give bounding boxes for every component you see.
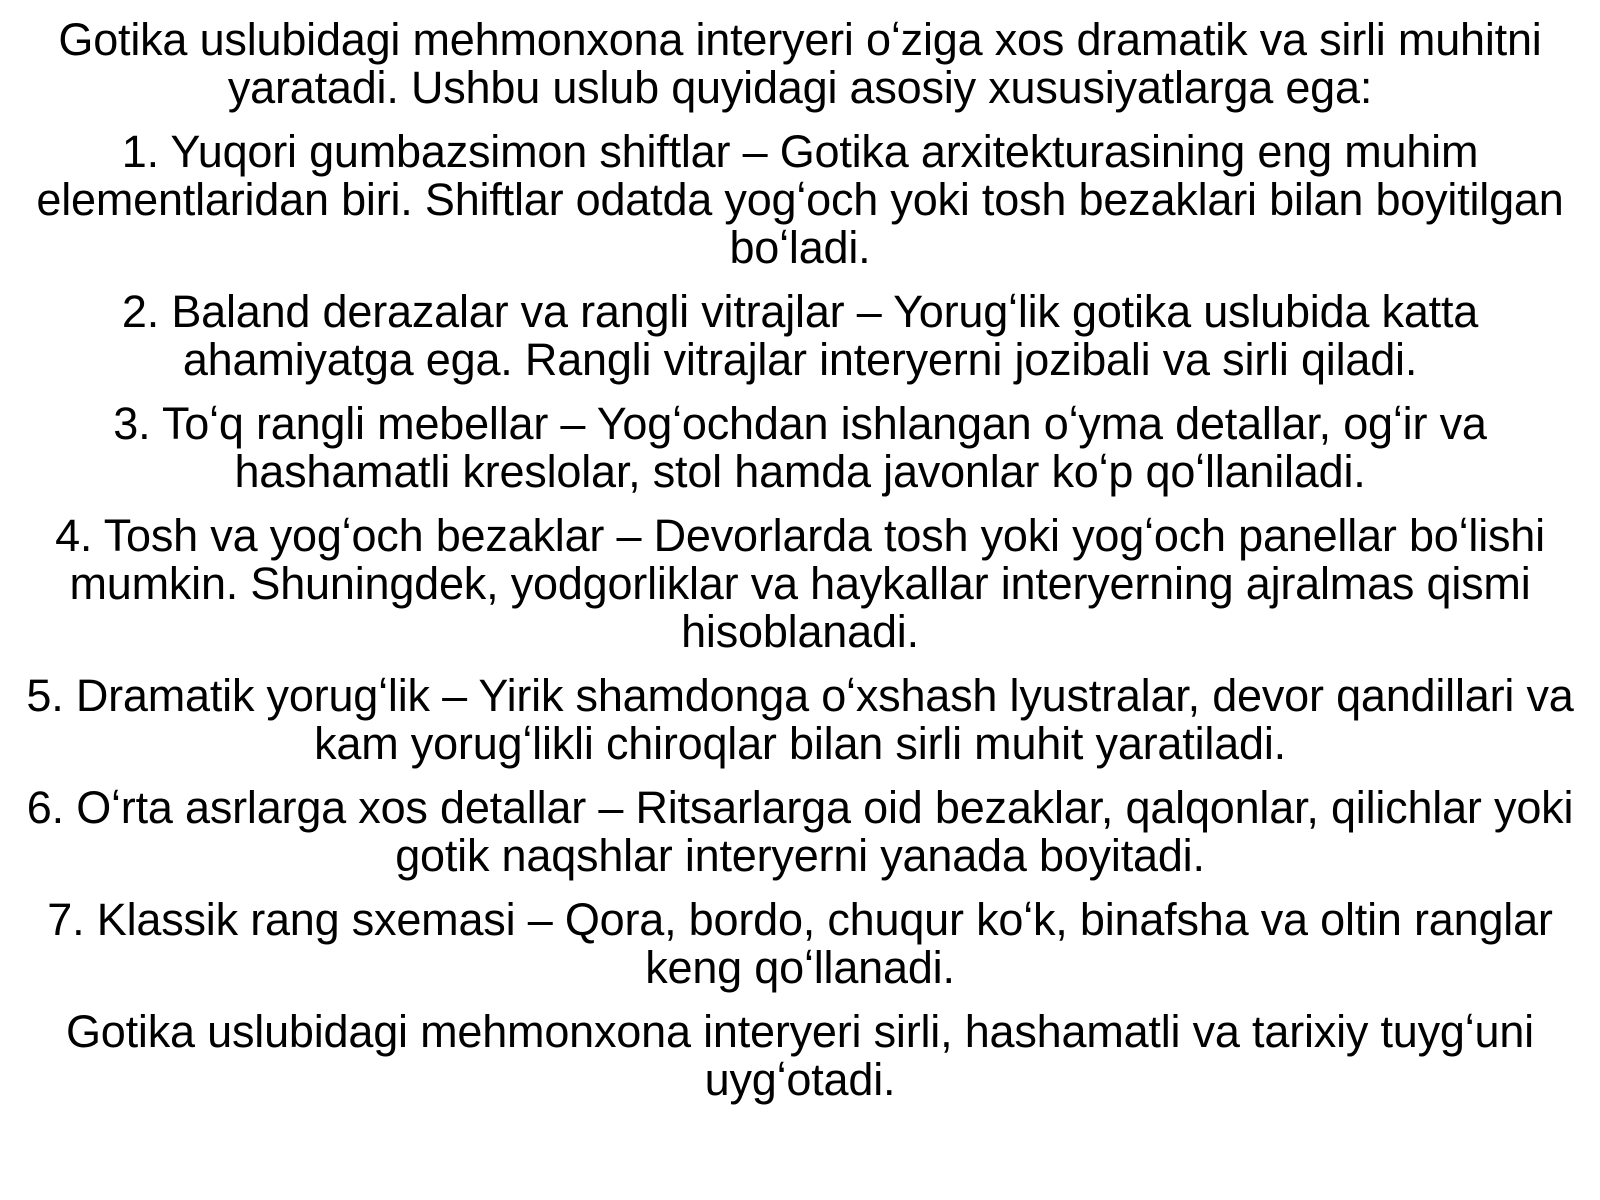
list-item-5 bbox=[20, 672, 1580, 768]
list-item-text: Toʻq rangli mebellar – Yogʻochdan ishlangan oʻyma detallar, ogʻir va hashamatli kreslolar, stol hamda javonlar koʻp qoʻllaniladi. bbox=[161, 398, 1487, 497]
list-item-number: 6. bbox=[26, 782, 64, 833]
list-item-text: Dramatik yorugʻlik – Yirik shamdonga oʻxshash lyustralar, devor qandillari va kam yorugʻlikli chiroqlar bilan sirli muhit yaratiladi. bbox=[75, 670, 1574, 769]
list-item-2 bbox=[20, 288, 1580, 384]
list-item-7 bbox=[20, 896, 1580, 992]
list-item-text: Yuqori gumbazsimon shiftlar – Gotika arxitekturasining eng muhim elementlaridan biri. Shiftlar odatda yogʻoch yoki tosh bezaklari bilan boyitilgan boʻladi. bbox=[36, 126, 1564, 273]
list-item-number: 5. bbox=[26, 670, 64, 721]
list-item-4 bbox=[20, 512, 1580, 656]
list-item-number: 2. bbox=[121, 286, 160, 337]
list-item-number: 1. bbox=[121, 126, 159, 177]
list-item-text: Baland derazalar va rangli vitrajlar – Yorugʻlik gotika uslubida katta ahamiyatga ega. Rangli vitrajlar interyerni jozibali va sirli qiladi. bbox=[171, 286, 1479, 385]
list-item-1 bbox=[20, 128, 1580, 272]
list-item-6 bbox=[20, 784, 1580, 880]
conclusion-paragraph: Gotika uslubidagi mehmonxona interyeri sirli, hashamatli va tarixiy tuygʻuni uygʻotadi. bbox=[66, 1006, 1534, 1105]
intro-paragraph: Gotika uslubidagi mehmonxona interyeri oʻziga xos dramatik va sirli muhitni yaratadi. Ushbu uslub quyidagi asosiy xususiyatlarga ega: bbox=[58, 14, 1542, 113]
text-slide bbox=[20, 16, 1580, 1120]
list-item-text: Klassik rang sxemasi – Qora, bordo, chuqur koʻk, binafsha va oltin ranglar keng qoʻllanadi. bbox=[96, 894, 1553, 993]
list-item-number: 4. bbox=[55, 510, 93, 561]
list-item-text: Oʻrta asrlarga xos detallar – Ritsarlarga oid bezaklar, qalqonlar, qilichlar yoki gotik naqshlar interyerni yanada boyitadi. bbox=[76, 782, 1574, 881]
list-item-number: 7. bbox=[47, 894, 85, 945]
list-item-text: Tosh va yogʻoch bezaklar – Devorlarda tosh yoki yogʻoch panellar boʻlishi mumkin. Shuningdek, yodgorliklar va haykallar interyerning ajralmas qismi hisoblanadi. bbox=[69, 510, 1545, 657]
list-item-number: 3. bbox=[113, 398, 151, 449]
list-item-3 bbox=[20, 400, 1580, 496]
